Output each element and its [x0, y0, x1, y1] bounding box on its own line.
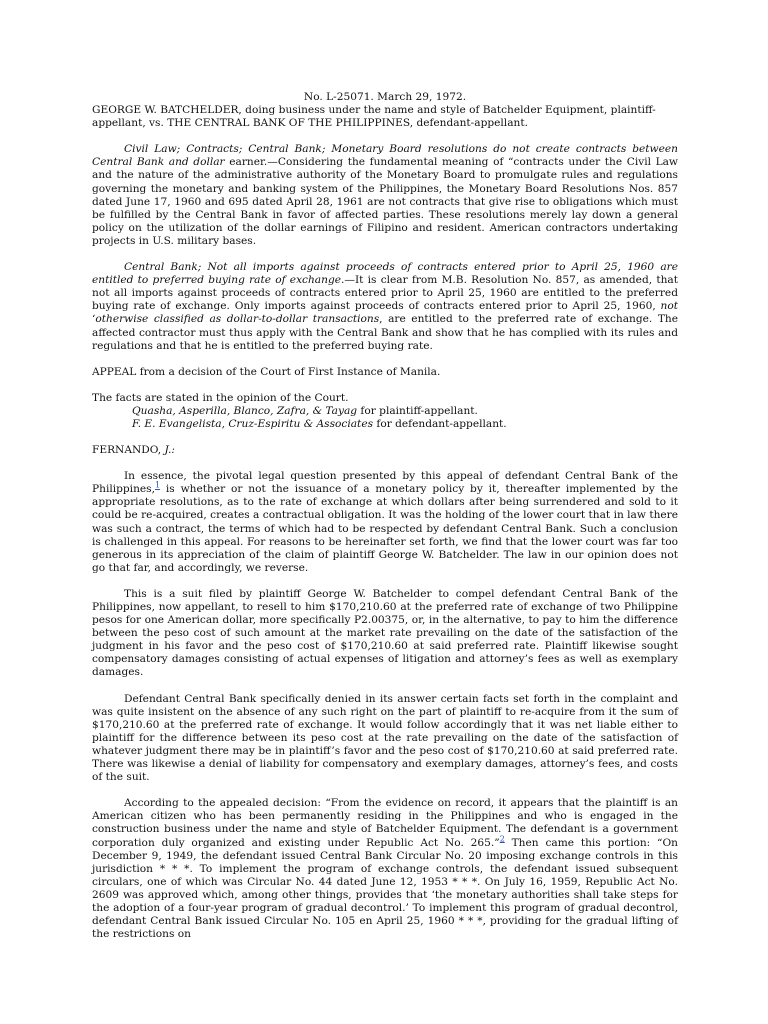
counsel-2-name: F. E. Evangelista, Cruz-Espiritu & Associates — [132, 417, 374, 430]
syllabus-2-body-b: , are entitled to the preferred rate of exchange. The affected contractor must thus apply with the Central Bank and show that he has complied with its rules and regulations and that he is entitled to the preferred buying rate. — [92, 313, 678, 352]
counsel-1-role: for plaintiff-appellant. — [357, 404, 478, 417]
case-number: No. L-25071. March 29, 1972. — [303, 91, 467, 103]
syllabus-2-body-a: —It is clear from M.B. Resolution No. 857, as amended, that not all imports against proceeds of contracts entered prior to April 25, 1960 are entitled to the preferred buying rate of exchange. Only imports against proceeds of contracts entered prior to April 25, 1960, — [92, 274, 678, 313]
syllabus-1-heading: Civil Law; Contracts; Central Bank; Monetary Board resolutions do not create contracts between Central Bank and dollar — [92, 143, 678, 169]
para-4-b: Then came this portion: “On December 9, 1949, the defendant issued Central Bank Circular No. 20 imposing exchange controls in this jurisdiction * * *. To implement the program of exchange controls, the defendant issued subsequent circulars, one of which was Circular No. 44 dated June 12, 1953 * * *. On July 16, 1959, Republic Act No. 2609 was approved which, among other things, provides that ‘the monetary authorities shall take steps for the adoption of a four-year program of gradual decontrol.’ To implement this program of gradual decontrol, defendant Central Bank issued Circular No. 105 en April 25, 1960 * * *, providing for the gradual lifting of the restrictions on — [92, 836, 678, 941]
syllabus-2-heading: Central Bank; Not all imports against proceeds of contracts entered prior to April 25, 1960 are entitled to preferred buying rate of exchange. — [92, 261, 678, 287]
counsel-defendant — [92, 418, 678, 431]
footnote-2-link[interactable]: 2 — [499, 833, 505, 843]
opinion-paragraph-4 — [92, 797, 678, 941]
para-1-b: is whether or not the issuance of a monetary policy by it, thereafter implemented by the appropriate resolutions, as to the rate of exchange at which dollars after being surrendered and sold to it could be re-acquired, creates a contractual obligation. It was the holding of the lower court that in law there was such a contract, the terms of which had to be respected by defendant Central Bank. Such a conclusion is challenged in this appeal. For reasons to be hereinafter set forth, we find that the lower court was far too generous in its appreciation of the claim of plaintiff George W. Batchelder. The law in our opinion does not go that far, and accordingly, we reverse. — [92, 483, 678, 574]
opinion-paragraph-2: This is a suit filed by plaintiff George W. Batchelder to compel defendant Central Bank of the Philippines, now appellant, to resell to him $170,210.60 at the preferred rate of exchange of two Philippine pesos for one American dollar, more specifically P2.00375, or, in the alternative, to pay to him the difference between the peso cost of such amount at the market rate prevailing on the date of the satisfaction of the judgment in his favor and the peso cost of $170,210.60 at said preferred rate. Plaintiff likewise sought compensatory damages consisting of actual expenses of litigation and attorney’s fees as well as exemplary damages. — [92, 587, 678, 679]
opinion-paragraph-3: Defendant Central Bank specifically denied in its answer certain facts set forth in the complaint and was quite insistent on the absence of any such right on the part of plaintiff to re-acquire from it the sum of $170,210.60 at the preferred rate of exchange. It would follow accordingly that it was net liable either to plaintiff for the difference between its peso cost at the rate prevailing on the date of the satisfaction of whatever judgment there may be in plaintiff’s favor and the peso cost of $170,210.60 at said preferred rate. There was likewise a denial of liability for compensatory and exemplary damages, attorney’s fees, and costs of the suit. — [92, 692, 678, 784]
opinion-paragraph-1 — [92, 470, 678, 575]
syllabus-2-italic: not ‘otherwise classified as dollar-to-dollar transactions — [92, 300, 678, 326]
counsel-1-name: Quasha, Asperilla, Blanco, Zafra, & Tayag — [132, 404, 358, 417]
ponente-name: FERNANDO, — [92, 444, 165, 457]
case-parties: GEORGE W. BATCHELDER, doing business under the name and style of Batchelder Equipment, plaintiff-appellant, vs. THE CENTRAL BANK OF THE PHILIPPINES, defendant-appellant. — [92, 104, 656, 130]
counsel-2-role: for defendant-appellant. — [373, 417, 507, 430]
syllabus-paragraph-1 — [92, 143, 678, 248]
para-1-a: In essence, the pivotal legal question presented by this appeal of defendant Central Bank of the Philippines, — [92, 470, 678, 496]
ponente — [92, 444, 678, 457]
ponente-suffix: J.: — [164, 444, 175, 457]
syllabus-1-heading-tail: earner. — [224, 156, 268, 169]
appeal-line: APPEAL from a decision of the Court of First Instance of Manila. — [92, 365, 441, 378]
syllabus-1-body: —Considering the fundamental meaning of “contracts under the Civil Law and the nature of the administrative authority of the Monetary Board to promulgate rules and regulations governing the monetary and banking system of the Philippines, the Monetary Board Resolutions Nos. 857 dated June 17, 1960 and 695 dated April 28, 1961 are not contracts that give rise to obligations which must be fulfilled by the Central Bank in favor of affected parties. These resolutions merely lay down a general policy on the utilization of the dollar earnings of Filipino and resident. American contractors undertaking projects in U.S. military bases. — [92, 156, 678, 247]
para-4-a: According to the appealed decision: “From the evidence on record, it appears that the plaintiff is an American citizen who has been permanently residing in the Philippines and who is engaged in the construction business under the name and style of Batchelder Equipment. The defendant is a government corporation duly organized and existing under Republic Act No. 265.” — [92, 797, 678, 849]
syllabus-paragraph-2 — [92, 261, 678, 353]
footnote-1-link[interactable]: 1 — [154, 480, 161, 490]
counsel-plaintiff — [92, 405, 678, 418]
facts-line: The facts are stated in the opinion of the Court. — [92, 391, 349, 404]
